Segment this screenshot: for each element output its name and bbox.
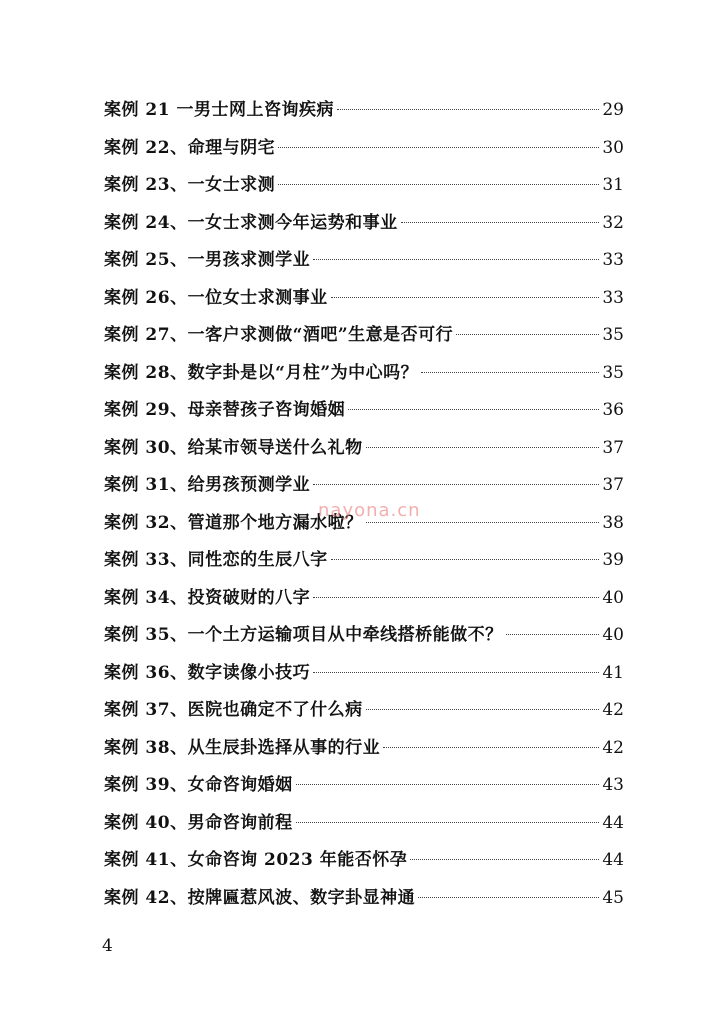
toc-entry-title: 案例 40、男命咨询前程 — [104, 812, 293, 833]
toc-entry-page: 41 — [602, 662, 624, 683]
toc-entry-title: 案例 31、给男孩预测学业 — [104, 475, 311, 495]
toc-entry[interactable] — [104, 205, 624, 243]
toc-entry[interactable] — [104, 317, 624, 355]
toc-entry-page: 40 — [602, 625, 624, 645]
toc-dot-leader — [278, 147, 599, 148]
toc-entry[interactable] — [104, 655, 624, 693]
toc-entry-page: 31 — [602, 175, 624, 195]
toc-entry-page: 44 — [602, 850, 624, 870]
toc-dot-leader — [348, 409, 599, 410]
toc-entry-page: 35 — [602, 325, 624, 345]
toc-entry-page: 40 — [602, 587, 624, 608]
toc-dot-leader — [366, 447, 600, 448]
toc-entry[interactable] — [104, 242, 624, 280]
toc-entry[interactable] — [104, 692, 624, 730]
toc-entry[interactable] — [104, 730, 624, 768]
toc-entry-page: 39 — [602, 550, 624, 570]
toc-entry-title: 案例 32、管道那个地方漏水啦？ — [104, 512, 363, 533]
toc-dot-leader — [366, 522, 600, 523]
toc-entry-title: 案例 26、一位女士求测事业 — [104, 287, 328, 308]
toc-entry-page: 32 — [602, 212, 624, 233]
toc-entry-page: 38 — [602, 512, 624, 533]
toc-dot-leader — [337, 109, 599, 110]
toc-entry-page: 43 — [602, 775, 624, 795]
toc-entry-page: 35 — [602, 362, 624, 383]
toc-dot-leader — [506, 634, 600, 635]
page-number: 4 — [102, 936, 113, 956]
toc-entry-title: 案例 29、母亲替孩子咨询婚姻 — [104, 400, 346, 420]
toc-dot-leader — [421, 372, 599, 373]
toc-dot-leader — [313, 484, 599, 485]
toc-entry-page: 45 — [602, 887, 624, 908]
toc-dot-leader — [331, 297, 600, 298]
toc-entry[interactable] — [104, 767, 624, 805]
toc-entry-page: 37 — [602, 437, 624, 458]
toc-entry[interactable] — [104, 355, 624, 393]
toc-entry-page: 30 — [602, 137, 624, 158]
toc-entry[interactable] — [104, 392, 624, 430]
toc-entry[interactable] — [104, 580, 624, 618]
toc-entry-title: 案例 25、一男孩求测学业 — [104, 250, 311, 270]
toc-entry[interactable] — [104, 280, 624, 318]
toc-entry-page: 42 — [602, 700, 624, 720]
toc-entry-title: 案例 30、给某市领导送什么礼物 — [104, 437, 363, 458]
watermark: nayona.cn — [318, 500, 421, 521]
toc-entry[interactable] — [104, 805, 624, 843]
toc-entry-title: 案例 37、医院也确定不了什么病 — [104, 700, 363, 720]
toc-dot-leader — [313, 259, 599, 260]
toc-entry-page: 37 — [602, 475, 624, 495]
toc-dot-leader — [278, 184, 599, 185]
toc-entry[interactable] — [104, 880, 624, 918]
toc-dot-leader — [401, 222, 600, 223]
toc-entry-title: 案例 36、数字读像小技巧 — [104, 662, 311, 683]
toc-entry-title: 案例 35、一个土方运输项目从中牵线搭桥能做不？ — [104, 625, 503, 645]
toc-dot-leader — [456, 334, 599, 335]
toc-entry-title: 案例 33、同性恋的生辰八字 — [104, 550, 328, 570]
toc-entry[interactable] — [104, 842, 624, 880]
toc-entry-page: 29 — [602, 100, 624, 120]
toc-dot-leader — [296, 784, 600, 785]
toc-entry-title: 案例 23、一女士求测 — [104, 175, 276, 195]
toc-entry[interactable] — [104, 167, 624, 205]
toc-dot-leader — [410, 859, 599, 860]
toc-entry-title: 案例 34、投资破财的八字 — [104, 587, 311, 608]
toc-entry[interactable] — [104, 92, 624, 130]
toc-dot-leader — [313, 597, 599, 598]
toc-entry[interactable] — [104, 130, 624, 168]
toc-entry-page: 44 — [602, 812, 624, 833]
toc-entry-title: 案例 28、数字卦是以“月柱”为中心吗？ — [104, 362, 419, 383]
toc-entry-title: 案例 39、女命咨询婚姻 — [104, 775, 293, 795]
toc-entry-title: 案例 27、一客户求测做“酒吧”生意是否可行 — [104, 325, 454, 345]
toc-entry-title: 案例 22、命理与阴宅 — [104, 137, 276, 158]
toc-entry-page: 33 — [602, 287, 624, 308]
toc-entry[interactable] — [104, 542, 624, 580]
toc-entry-title: 案例 21 一男士网上咨询疾病 — [104, 100, 334, 120]
toc-entry[interactable] — [104, 617, 624, 655]
toc-entry-page: 33 — [602, 250, 624, 270]
toc-dot-leader — [296, 822, 600, 823]
toc-entry-title: 案例 38、从生辰卦选择从事的行业 — [104, 737, 381, 758]
toc-dot-leader — [383, 747, 599, 748]
toc-dot-leader — [418, 897, 599, 898]
toc-entry-page: 36 — [602, 400, 624, 420]
toc-entry-page: 42 — [602, 737, 624, 758]
toc-dot-leader — [313, 672, 599, 673]
toc-entry-title: 案例 24、一女士求测今年运势和事业 — [104, 212, 398, 233]
toc-dot-leader — [331, 559, 600, 560]
toc-dot-leader — [366, 709, 600, 710]
toc-entry[interactable] — [104, 430, 624, 468]
toc-entry-title: 案例 41、女命咨询 2023 年能否怀孕 — [104, 850, 408, 870]
toc-entry[interactable] — [104, 467, 624, 505]
toc-entry-title: 案例 42、按牌匾惹风波、数字卦显神通 — [104, 887, 416, 908]
